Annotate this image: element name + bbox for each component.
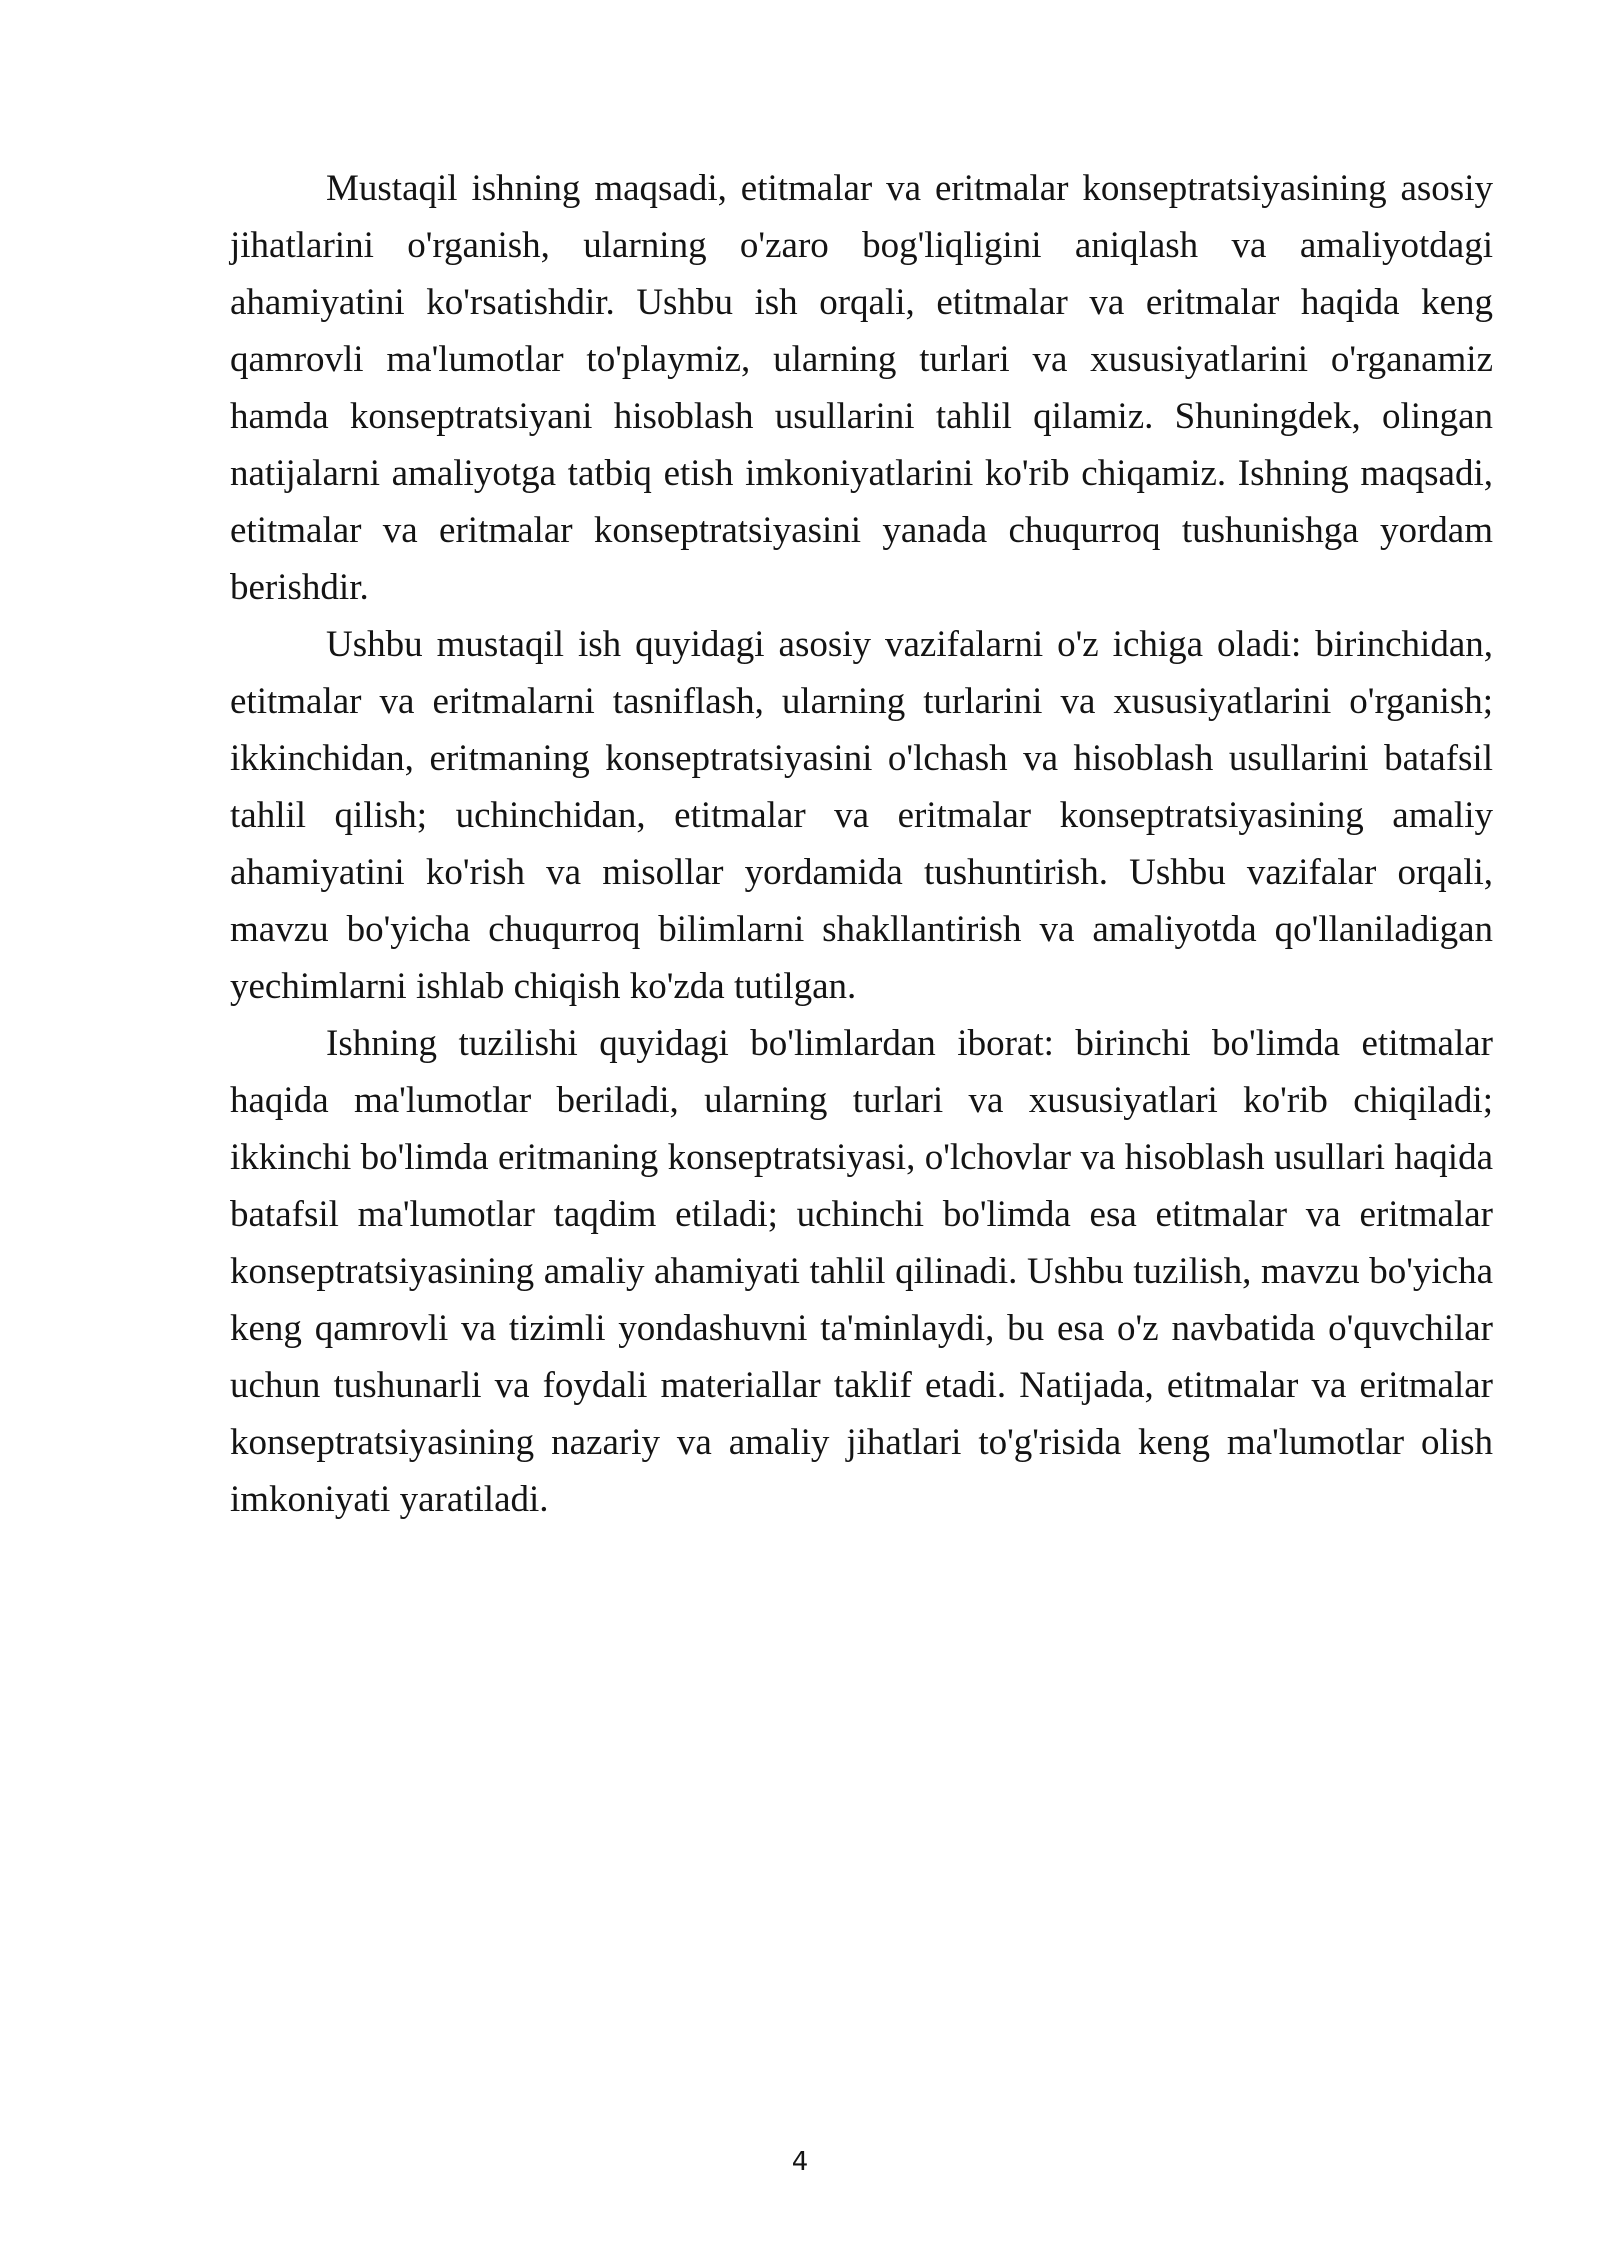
body-text <box>230 160 1493 1528</box>
paragraph-tasks: Ushbu mustaqil ish quyidagi asosiy vazifalarni o'z ichiga oladi: birinchidan, etitmalar va eritmalarni tasniflash, ularning turlarini va xususiyatlarini o'rganish; ikkinchidan, eritmaning konseptratsiyasini o'lchash va hisoblash usullarini batafsil tahlil qilish; uchinchidan, etitmalar va eritmalar konseptratsiyasining amaliy ahamiyatini ko'rish va misollar yordamida tushuntirish. Ushbu vazifalar orqali, mavzu bo'yicha chuqurroq bilimlarni shakllantirish va amaliyotda qo'llaniladigan yechimlarni ishlab chiqish ko'zda tutilgan. <box>230 624 1493 1007</box>
paragraph-structure: Ishning tuzilishi quyidagi bo'limlardan iborat: birinchi bo'limda etitmalar haqida ma'lumotlar beriladi, ularning turlari va xususiyatlari ko'rib chiqiladi; ikkinchi bo'limda eritmaning konseptratsiyasi, o'lchovlar va hisoblash usullari haqida batafsil ma'lumotlar taqdim etiladi; uchinchi bo'limda esa etitmalar va eritmalar konseptratsiyasining amaliy ahamiyati tahlil qilinadi. Ushbu tuzilish, mavzu bo'yicha keng qamrovli va tizimli yondashuvni ta'minlaydi, bu esa o'z navbatida o'quvchilar uchun tushunarli va foydali materiallar taklif etadi. Natijada, etitmalar va eritmalar konseptratsiyasining nazariy va amaliy jihatlari to'g'risida keng ma'lumotlar olish imkoniyati yaratiladi. <box>230 1023 1493 1520</box>
page-number: 4 <box>791 2147 809 2177</box>
paragraph-purpose: Mustaqil ishning maqsadi, etitmalar va eritmalar konseptratsiyasining asosiy jihatlarini o'rganish, ularning o'zaro bog'liqligini aniqlash va amaliyotdagi ahamiyatini ko'rsatishdir. Ushbu ish orqali, etitmalar va eritmalar haqida keng qamrovli ma'lumotlar to'playmiz, ularning turlari va xususiyatlarini o'rganamiz hamda konseptratsiyani hisoblash usullarini tahlil qilamiz. Shuningdek, olingan natijalarni amaliyotga tatbiq etish imkoniyatlarini ko'rib chiqamiz. Ishning maqsadi, etitmalar va eritmalar konseptratsiyasini yanada chuqurroq tushunishga yordam berishdir. <box>230 168 1493 608</box>
